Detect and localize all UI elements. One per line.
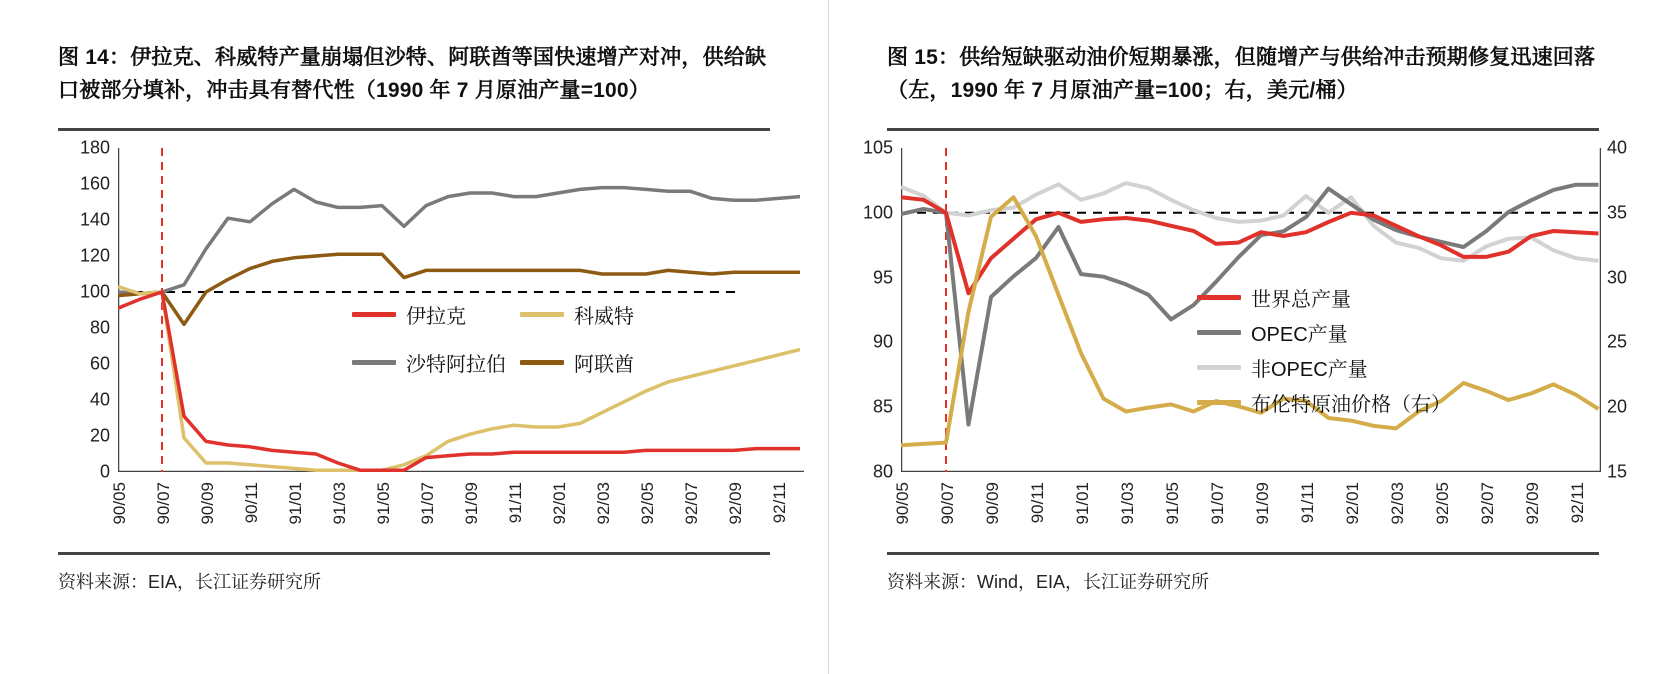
x-axis-label: 90/11 bbox=[1028, 482, 1047, 524]
x-axis-label: 91/05 bbox=[1163, 482, 1182, 525]
y-axis-right-label: 30 bbox=[1607, 267, 1628, 288]
x-axis-label: 91/11 bbox=[506, 482, 525, 524]
x-axis-label: 92/09 bbox=[726, 482, 745, 525]
y-axis-right-label: 20 bbox=[1607, 396, 1628, 417]
legend-item-non-opec-output bbox=[1197, 353, 1368, 382]
y-axis-label: 100 bbox=[79, 281, 110, 302]
y-axis-label: 85 bbox=[872, 396, 893, 417]
legend-label-brent-price: 布伦特原油价格（右） bbox=[1251, 394, 1451, 416]
x-axis-label: 91/11 bbox=[1298, 482, 1317, 524]
y-axis-right-label: 40 bbox=[1607, 137, 1628, 158]
x-axis-label: 91/03 bbox=[1118, 482, 1137, 525]
y-axis-label: 60 bbox=[89, 353, 110, 374]
x-axis-label: 91/07 bbox=[1208, 482, 1227, 525]
x-axis-label: 91/03 bbox=[330, 482, 349, 525]
legend-item-brent-price bbox=[1197, 388, 1451, 417]
y-axis-label: 160 bbox=[79, 173, 110, 194]
y-axis-label: 140 bbox=[79, 209, 110, 230]
y-axis-label: 95 bbox=[872, 267, 893, 288]
legend-label-non-opec-output: 非OPEC产量 bbox=[1251, 359, 1368, 381]
legend-swatch-uae bbox=[520, 360, 564, 365]
x-axis-label: 91/01 bbox=[286, 482, 305, 525]
legend-item-iraq bbox=[352, 300, 466, 329]
series-line-non-opec bbox=[901, 183, 1599, 261]
x-axis-label: 92/11 bbox=[770, 482, 789, 524]
legend-swatch-kuwait bbox=[520, 312, 564, 317]
legend-swatch-iraq bbox=[352, 312, 396, 317]
legend-item-saudi bbox=[352, 348, 506, 377]
x-axis-label: 91/01 bbox=[1073, 482, 1092, 525]
y-axis-label: 100 bbox=[862, 202, 893, 223]
x-axis-label: 92/01 bbox=[550, 482, 569, 525]
y-axis-label: 80 bbox=[89, 317, 110, 338]
y-axis-right-label: 15 bbox=[1607, 461, 1628, 482]
x-axis-label: 90/07 bbox=[154, 482, 173, 525]
figure-15-title: 图 15：供给短缺驱动油价短期暴涨，但随增产与供给冲击预期修复迅速回落（左，1990 年 7 月原油产量=100；右，美元/桶） bbox=[887, 46, 1596, 102]
y-axis-label: 0 bbox=[99, 461, 110, 482]
figure-14-bottom-rule bbox=[58, 552, 770, 555]
x-axis-label: 90/07 bbox=[938, 482, 957, 525]
x-axis-label: 91/09 bbox=[462, 482, 481, 525]
x-axis-label: 91/09 bbox=[1253, 482, 1272, 525]
y-axis-label: 120 bbox=[79, 245, 110, 266]
legend-swatch-world-output bbox=[1197, 295, 1241, 300]
figure-15-source: 资料来源：Wind，EIA，长江证券研究所 bbox=[887, 572, 1210, 592]
x-axis-label: 92/05 bbox=[1433, 482, 1452, 525]
x-axis-label: 90/09 bbox=[983, 482, 1002, 525]
legend-swatch-brent-price bbox=[1197, 400, 1241, 405]
y-axis-label: 180 bbox=[79, 137, 110, 158]
y-axis-right-label: 25 bbox=[1607, 331, 1628, 352]
legend-item-uae bbox=[520, 348, 634, 377]
legend-label-uae: 阿联酋 bbox=[574, 354, 634, 376]
legend-item-world-output bbox=[1197, 283, 1351, 312]
series-line-saudi bbox=[118, 188, 800, 294]
x-axis-label: 92/07 bbox=[1478, 482, 1497, 525]
y-axis-label: 90 bbox=[872, 331, 893, 352]
x-axis-label: 92/03 bbox=[1388, 482, 1407, 525]
figure-15-top-rule bbox=[887, 128, 1599, 131]
x-axis-label: 90/11 bbox=[242, 482, 261, 524]
y-axis-label: 80 bbox=[872, 461, 893, 482]
figure-14-top-rule bbox=[58, 128, 770, 131]
legend-swatch-non-opec-output bbox=[1197, 365, 1241, 370]
legend-item-opec-output bbox=[1197, 318, 1348, 347]
legend-label-world-output: 世界总产量 bbox=[1251, 289, 1351, 311]
x-axis-label: 90/05 bbox=[110, 482, 129, 525]
figure-14-title: 图 14：伊拉克、科威特产量崩塌但沙特、阿联酋等国快速增产对冲，供给缺口被部分填补，冲击具有替代性（1990 年 7 月原油产量=100） bbox=[58, 46, 767, 102]
legend-item-kuwait bbox=[520, 300, 634, 329]
figure-15-panel bbox=[829, 0, 1658, 674]
figure-15-bottom-rule bbox=[887, 552, 1599, 555]
legend-swatch-opec-output bbox=[1197, 330, 1241, 335]
x-axis-label: 92/03 bbox=[594, 482, 613, 525]
figure-14-source: 资料来源：EIA，长江证券研究所 bbox=[58, 572, 322, 592]
legend-label-saudi: 沙特阿拉伯 bbox=[406, 354, 506, 376]
legend-label-kuwait: 科威特 bbox=[574, 306, 634, 328]
x-axis-label: 92/01 bbox=[1343, 482, 1362, 525]
x-axis-label: 90/09 bbox=[198, 482, 217, 525]
legend-label-opec-output: OPEC产量 bbox=[1251, 324, 1348, 346]
x-axis-label: 92/11 bbox=[1568, 482, 1587, 524]
x-axis-label: 92/07 bbox=[682, 482, 701, 525]
legend-label-iraq: 伊拉克 bbox=[406, 306, 466, 328]
x-axis-label: 91/07 bbox=[418, 482, 437, 525]
x-axis-label: 90/05 bbox=[893, 482, 912, 525]
y-axis-label: 105 bbox=[862, 137, 893, 158]
x-axis-label: 92/09 bbox=[1523, 482, 1542, 525]
y-axis-right-label: 35 bbox=[1607, 202, 1628, 223]
y-axis-label: 20 bbox=[89, 425, 110, 446]
legend-swatch-saudi bbox=[352, 360, 396, 365]
y-axis-label: 40 bbox=[89, 389, 110, 410]
x-axis-label: 91/05 bbox=[374, 482, 393, 525]
x-axis-label: 92/05 bbox=[638, 482, 657, 525]
